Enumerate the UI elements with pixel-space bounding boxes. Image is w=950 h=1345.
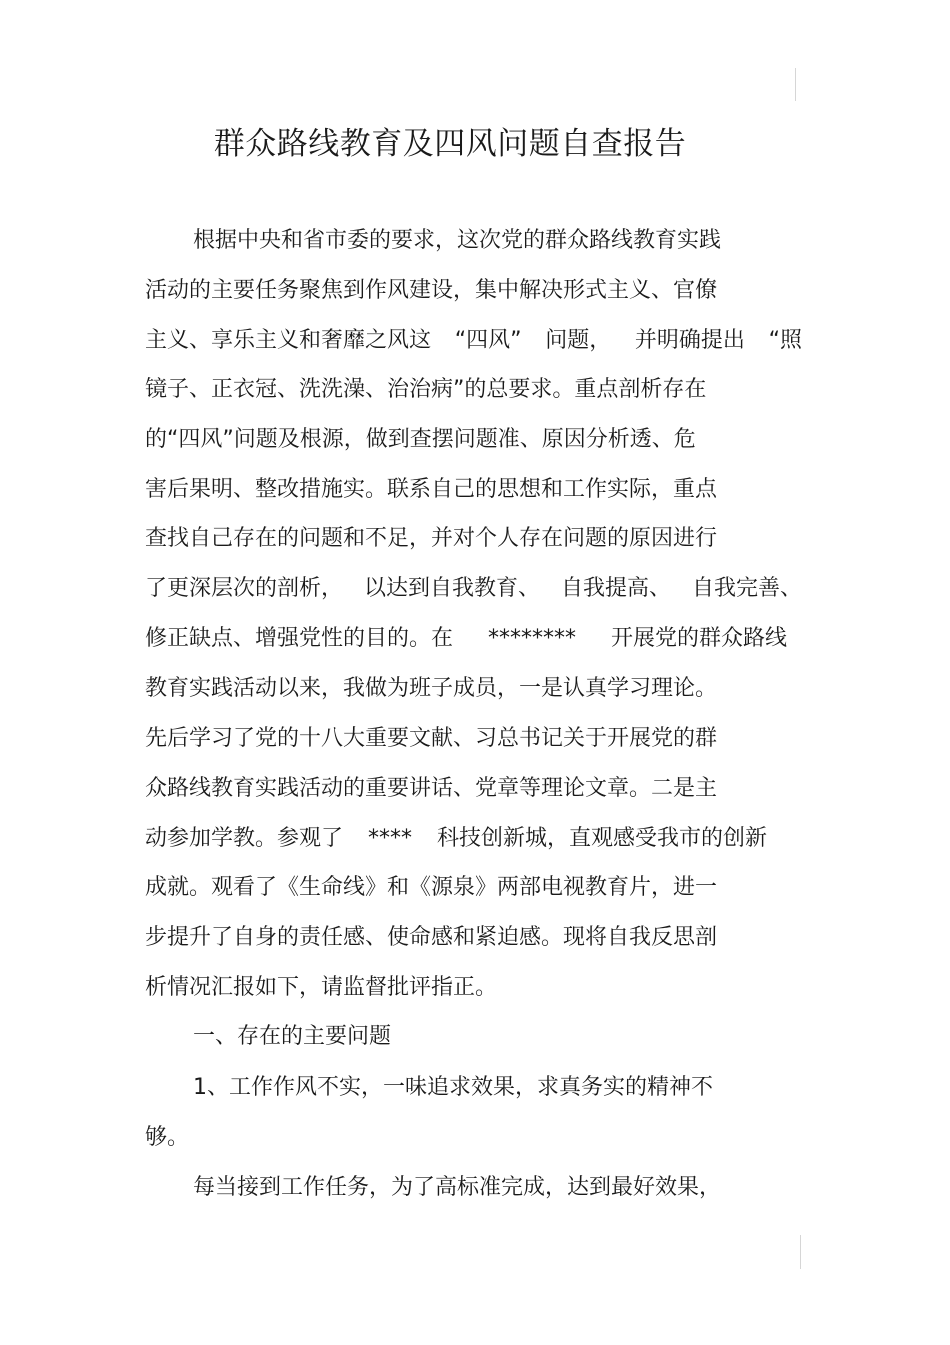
body-line-3-part-2: “四风” xyxy=(454,328,522,353)
body-line-8-part-4: 自我完善、 xyxy=(691,576,802,601)
body-line-4: 镜子、正衣冠、洗洗澡、治治病”的总要求。重点剖析存在 xyxy=(145,377,707,402)
body-line-11: 先后学习了党的十八大重要文献、习总书记关于开展党的群 xyxy=(145,726,718,751)
body-line-14: 成就。观看了《生命线》和《源泉》两部电视教育片，进一 xyxy=(145,875,718,900)
document-title: 群众路线教育及四风问题自查报告 xyxy=(213,126,687,162)
body-line-1: 根据中央和省市委的要求，这次党的群众路线教育实践 xyxy=(193,228,722,253)
body-line-18: 1、工作作风不实，一味追求效果，求真务实的精神不 xyxy=(193,1075,713,1100)
body-line-8 xyxy=(145,574,802,604)
page-corner-mark-bottom xyxy=(800,1235,801,1269)
body-line-13-part-1: 动参加学教。参观了 xyxy=(145,826,344,851)
body-line-2: 活动的主要任务聚焦到作风建设，集中解决形式主义、官僚 xyxy=(145,278,718,303)
page-corner-mark-top xyxy=(795,68,796,101)
body-line-5: 的“四风”问题及根源，做到查摆问题准、原因分析透、危 xyxy=(145,427,696,452)
body-line-10: 教育实践活动以来，我做为班子成员，一是认真学习理论。 xyxy=(145,676,718,701)
body-line-19: 够。 xyxy=(145,1125,190,1150)
body-line-13-part-2: **** xyxy=(368,826,412,851)
body-line-3 xyxy=(145,326,802,356)
body-line-9 xyxy=(145,624,787,654)
body-line-3-part-3: 问题， xyxy=(545,328,612,353)
body-line-3-part-5: “照 xyxy=(768,328,802,353)
body-line-13-part-3: 科技创新城，直观感受我市的创新 xyxy=(436,826,767,851)
body-line-9-part-2: ******** xyxy=(488,626,576,651)
body-line-16: 析情况汇报如下，请监督批评指正。 xyxy=(145,975,498,1000)
body-line-8-part-1: 了更深层次的剖析， xyxy=(145,576,344,601)
body-line-15: 步提升了自身的责任感、使命感和紧迫感。现将自我反思剖 xyxy=(145,925,718,950)
body-line-3-part-1: 主义、享乐主义和奢靡之风这 xyxy=(145,328,432,353)
body-line-9-part-3: 开展党的群众路线 xyxy=(610,626,787,651)
body-line-8-part-2: 以达到自我教育、 xyxy=(363,576,540,601)
body-line-3-part-4: 并明确提出 xyxy=(634,328,745,353)
body-line-12: 众路线教育实践活动的重要讲话、党章等理论文章。二是主 xyxy=(145,776,718,801)
body-line-6: 害后果明、整改措施实。联系自己的思想和工作实际，重点 xyxy=(145,477,718,502)
body-line-9-part-1: 修正缺点、增强党性的目的。在 xyxy=(145,626,454,651)
body-line-7: 查找自己存在的问题和不足，并对个人存在问题的原因进行 xyxy=(145,526,718,551)
section-heading: 一、存在的主要问题 xyxy=(193,1024,392,1049)
body-line-13 xyxy=(145,824,767,854)
body-line-8-part-3: 自我提高、 xyxy=(560,576,671,601)
body-line-20: 每当接到工作任务，为了高标准完成，达到最好效果， xyxy=(193,1175,722,1200)
